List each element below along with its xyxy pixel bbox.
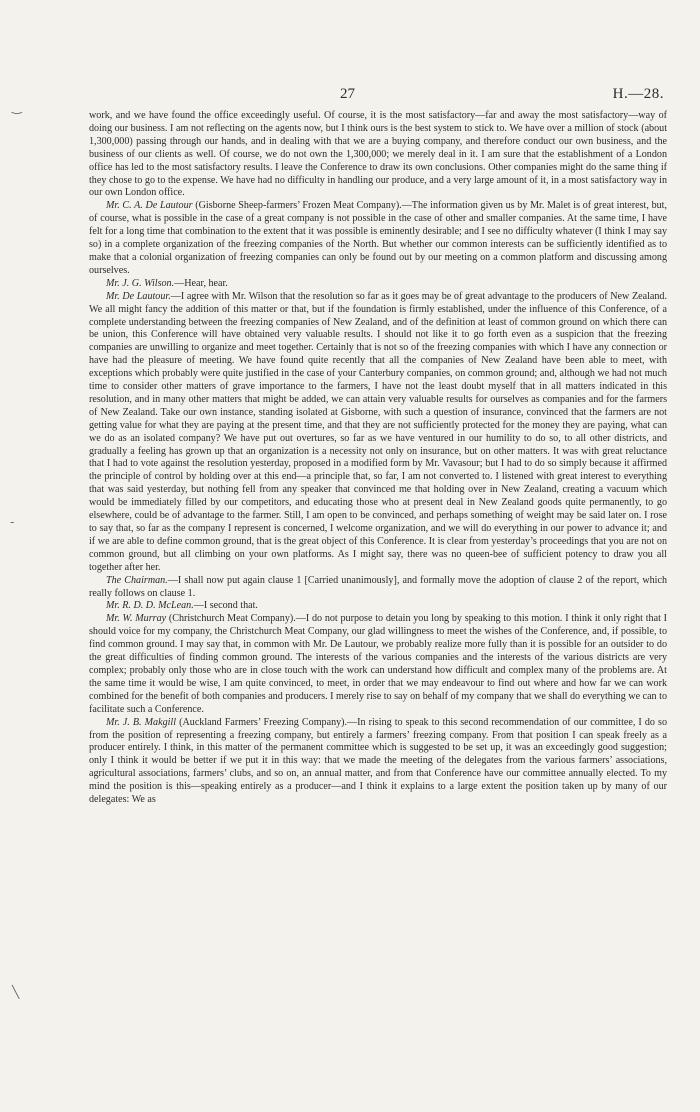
document-body <box>89 110 667 807</box>
page-header <box>0 86 700 106</box>
paragraph <box>89 613 667 716</box>
paragraph <box>89 600 667 613</box>
paragraph-text: (Christchurch Meat Company).—I do not purpose to detain you long by speaking to this motion. I think it only right that I should voice for my company, the Christchurch Meat Company, our glad willingness to meet the wishes of the Conference, and, if possible, to find common ground. I may say that, in common with Mr. De Lautour, we probably realize more fully than it is possible for an outsider to do the great difficulties of finding common ground. The interests of the various companies and the interests of the various districts are very complex; probably only those who are in close touch with the work can understand how difficult and complex many of the problems are. At the same time it would be wise, I am quite convinced, to meet, in order that we may endeavour to find out where and how far we can work combined for the benefit of both companies and producers. I merely rise to say on behalf of my company that we shall do everything we can to facilitate such a Conference. <box>89 613 667 715</box>
speaker-name: Mr. J. G. Wilson. <box>106 277 175 289</box>
paragraph-text: —I second that. <box>193 600 258 612</box>
paragraph-text: work, and we have found the office exceedingly useful. Of course, it is the most satisfactory—far and away the most satisfactory—way of doing our business. I am not reflecting on the agents now, but I think ours is the best system to stick to. We have over a million of stock (about 1,300,000) passing through our hands, and in dealing with that we are a buying company, and therefore conduct our own business, and the business of our clients as well. Of course, we do not own the 1,300,000; we merely deal in it. I am sure that the establishment of a London office has led to the most satisfactory results. I leave the Conference to draw its own conclusions. Other companies might do the same thing if they chose to go to the expense. We have had no difficulty in handling our produce, and a very large amount of it, in a most satisfactory way in our own London office. <box>89 110 667 199</box>
paragraph-text: —I shall now put again clause 1 [Carried unanimously], and formally move the adoption of clause 2 of the report, which really follows on clause 1. <box>89 574 667 599</box>
paragraph <box>89 717 667 807</box>
paragraph <box>89 291 667 575</box>
speaker-name: Mr. W. Murray <box>106 613 167 625</box>
paragraph-text: —Hear, hear. <box>174 277 228 289</box>
speaker-name: Mr. C. A. De Lautour <box>106 200 193 212</box>
speaker-name: Mr. De Lautour. <box>106 290 171 302</box>
margin-mark: ‐ <box>10 515 15 529</box>
speaker-name: Mr. R. D. D. McLean. <box>106 600 194 612</box>
paragraph <box>89 278 667 291</box>
document-reference: H.—28. <box>612 86 664 102</box>
paragraph <box>89 575 667 601</box>
margin-mark: ╲ <box>12 985 20 999</box>
paragraph-text: —I agree with Mr. Wilson that the resolution so far as it goes may be of great advantage to the producers of New Zealand. We all might fancy the addition of this matter or that, but if the foundation is firmly established, under the influence of this Conference, of a complete understanding between the freezing companies of New Zealand, and of the definition at least of common ground on which there can be union, this Conference will have obtained very valuable results. I should not like it to go forth even as a suspicion that the freezing companies are unwilling to organize and meet together. Certainly that is not so of the freezing companies with which I have any connection or have had the pleasure of meeting. We have found quite recently that all the companies of New Zealand have been able to meet, with exceptions which probably were quite justified in the case of your Canterbury companies, on common ground; and, although we had not much time to consider other matters of grave importance to the farmers, I have not the least doubt myself that in all matters indicated in this resolution, and in many other matters that might be added, we can attain very valuable results for ourselves as companies and for the farmers of New Zealand. Take our own instance, standing isolated at Gisborne, with such a question of insurance, convinced that the farmers are not getting value for what they are paying at the present time, and that they are not sufficiently protected for the money they are paying, what can we do as an isolated company? We have put out overtures, so far as we have ventured in our humility to do so, to all other districts, and gradually a feeling has grown up that an organization is a necessity not only on insurance, but on other matters. It was with great reluctance that I had to vote against the resolution yesterday, proposed in a modified form by Mr. Vavasour; but I had to do so simply because it affirmed the principle of control by holding over at this end—a principle that, so far, I am not converted to. I listened with great interest to everything that was said yesterday, but nothing fell from any speaker that convinced me that holding over in New Zealand, creating a vacuum which would be immediately filled by our competitors, and educating those who at present deal in New Zealand goods quite permanently, to go elsewhere, could be of advantage to the farmer. Still, I am open to be convinced, and perhaps something of weight may be said later on. I rose to say that, so far as the company I represent is concerned, I welcome organization, and we will do everything in our power to advance it; and if we are able to define common ground, that is the great object of this Conference. It is clear from yesterday’s proceedings that you are not on common ground, but all climbing on your own platforms. As I might say, there was no queen-bee of sufficient potency to draw you all together after her. <box>89 290 667 573</box>
speaker-name: Mr. J. B. Makgill <box>106 716 177 728</box>
paragraph-text: (Gisborne Sheep-farmers’ Frozen Meat Company).—The information given us by Mr. Malet is of great interest, but, of course, what is possible in the case of a great company is not possible in the case of other and smaller companies. At the same time, I have felt for a long time that combination to the extent that it was possible is eminently desirable; and I see no difficulty whatever (I think I may say so) in a complete organization of the freezing companies of the North. But whether our common interests can be sufficiently identified as to make that a colonial organization of freezing companies can only be found out by our meeting on a common platform and discussing among ourselves. <box>89 200 667 276</box>
page-number: 27 <box>340 86 355 102</box>
margin-mark: ‿ <box>12 100 22 114</box>
paragraph <box>89 110 667 200</box>
paragraph-text: (Auckland Farmers’ Freezing Company).—In rising to speak to this second recommendation of our committee, I do so from the position of representing a freezing company, but entirely a farmers’ freezing company. From that position I can speak freely as a producer entirely. I think, in this matter of the permanent committee which is suggested to be set up, it was an exceedingly good suggestion; only I think it would be better if we put it in this way: that we made the meeting of the delegates from the various farmers’ associations, agricultural associations, farmers’ clubs, and so on, an annual matter, and from that Conference have our committee annually elected. To my mind the position is this—speaking entirely as a producer—and I think it explains to a large extent the position taken up by many of our delegates: We as <box>89 716 667 806</box>
paragraph <box>89 200 667 277</box>
speaker-name: The Chairman. <box>106 574 168 586</box>
